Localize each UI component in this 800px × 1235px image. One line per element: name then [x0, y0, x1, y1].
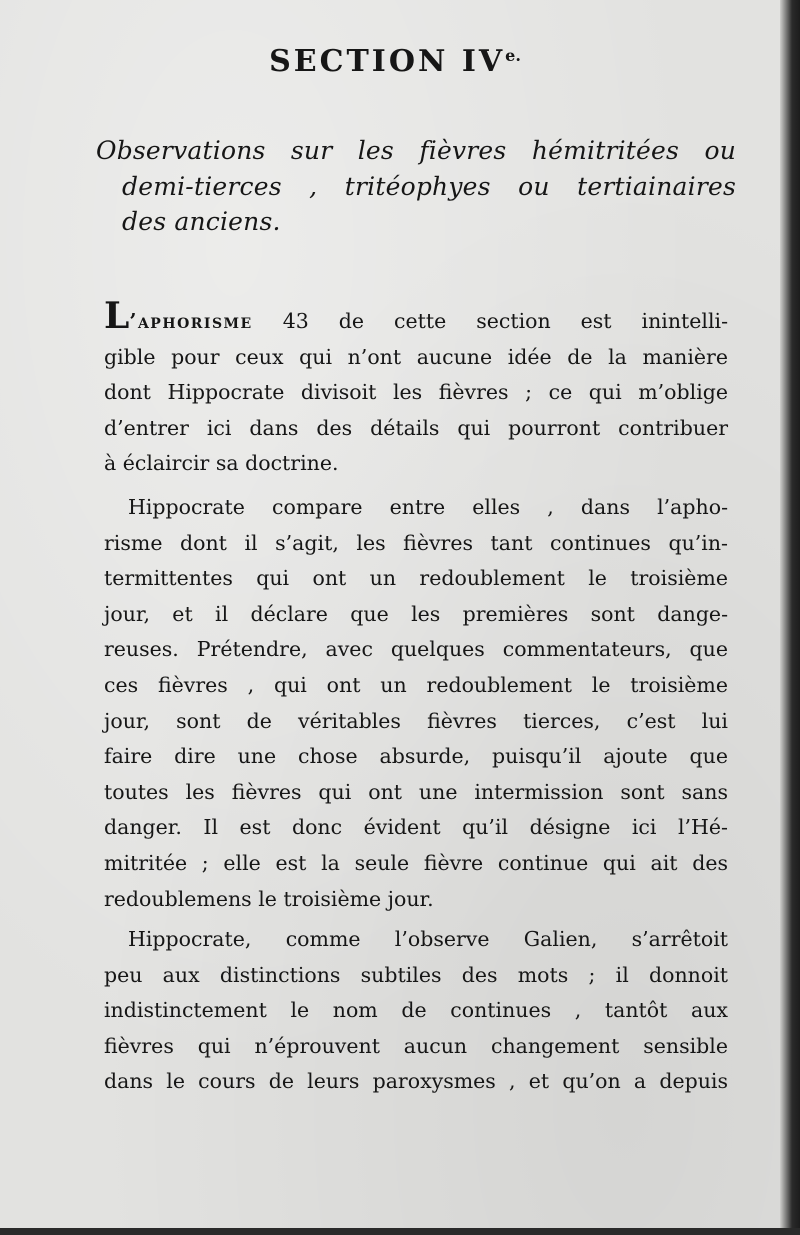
- text-line: redoublemens le troisième jour.: [104, 886, 434, 911]
- text-line: reuses. Prétendre, avec quelques commentateurs, que: [104, 637, 728, 662]
- text-line: toutes les fièvres qui ont une intermission sont sans: [104, 779, 728, 804]
- page-bottom-edge: [0, 1228, 800, 1235]
- subtitle-line: demi-tierces , tritéophyes ou tertiainaires: [122, 171, 736, 201]
- text-line: indistinctement le nom de continues , tantôt aux: [104, 998, 728, 1023]
- text-line: ces fièvres , qui ont un redoublement le troisième: [104, 672, 728, 697]
- text-line: faire dire une chose absurde, puisqu’il ajoute que: [104, 744, 728, 769]
- page-edge-shadow: [780, 0, 800, 1235]
- text-line: d’entrer ici dans des détails qui pourront contribuer: [104, 415, 728, 440]
- drop-cap: L: [104, 295, 130, 337]
- paragraph-2: [104, 490, 728, 917]
- text-line: jour, sont de véritables fièvres tierces, c’est lui: [104, 708, 728, 733]
- paragraph-1: [104, 295, 728, 482]
- text-line: dont Hippocrate divisoit les fièvres ; ce qui m’oblige: [104, 380, 728, 405]
- text-line: Hippocrate, comme l’observe Galien, s’arrêtoit: [128, 927, 728, 951]
- text-line: fièvres qui n’éprouvent aucun changement sensible: [104, 1033, 728, 1058]
- small-caps-word: ’aphorisme: [129, 309, 253, 333]
- subtitle-line: Observations sur les fièvres hémitritées ou: [96, 136, 736, 165]
- text-line: [104, 295, 728, 340]
- text-line: mitritée ; elle est la seule fièvre continue qui ait des: [104, 850, 728, 875]
- subtitle-line: des anciens.: [122, 207, 281, 237]
- text-line: termittentes qui ont un redoublement le troisième: [104, 566, 728, 591]
- section-title-superscript: e.: [505, 46, 521, 65]
- text-line: danger. Il est donc évident qu’il désigne ici l’Hé-: [104, 815, 728, 840]
- section-title: [0, 44, 790, 79]
- text-line: risme dont il s’agit, les fièvres tant continues qu’in-: [104, 530, 728, 555]
- section-subtitle: [96, 132, 736, 241]
- text-line: gible pour ceux qui n’ont aucune idée de la manière: [104, 344, 728, 369]
- text-line: dans le cours de leurs paroxysmes , et qu’on a depuis: [104, 1069, 728, 1094]
- text-line: peu aux distinctions subtiles des mots ; il donnoit: [104, 962, 728, 987]
- text-line: Hippocrate compare entre elles , dans l’apho-: [128, 495, 728, 519]
- paragraph-3: [104, 922, 728, 1100]
- section-title-text: SECTION IV: [269, 44, 506, 79]
- text-line: à éclaircir sa doctrine.: [104, 451, 339, 476]
- text-line: jour, et il déclare que les premières sont dange-: [104, 601, 728, 626]
- text-segment: 43 de cette section est inintelli-: [252, 309, 728, 333]
